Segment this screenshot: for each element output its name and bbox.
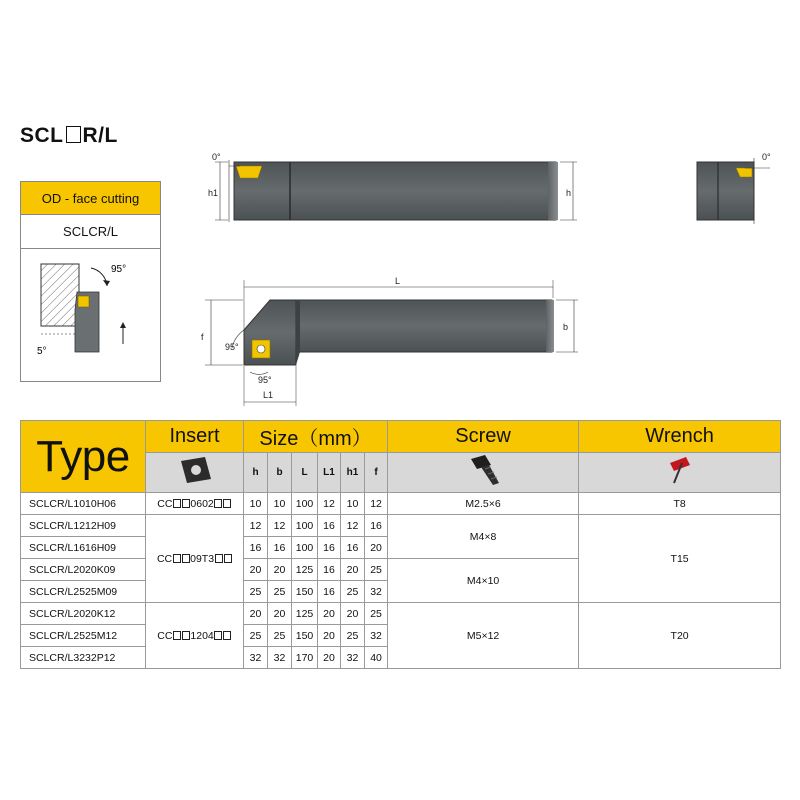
front-insert <box>236 166 262 178</box>
dim-value: 125 <box>292 559 318 581</box>
dim-L: L <box>395 276 401 286</box>
dim-f: f <box>201 332 204 342</box>
col-f: f <box>365 453 388 493</box>
insert-image-cell <box>146 453 244 493</box>
mini-insert <box>78 296 89 307</box>
dim-value: 32 <box>365 625 388 647</box>
dim-value: 25 <box>341 625 365 647</box>
dim-value: 16 <box>318 537 341 559</box>
insert-code-cell <box>146 515 244 603</box>
dim-angle-95-b: 95° <box>258 375 272 385</box>
end-view <box>697 152 771 224</box>
dim-h1: h1 <box>208 188 219 198</box>
spec-table <box>20 420 781 669</box>
dim-value: 150 <box>292 581 318 603</box>
dim-value: 100 <box>292 537 318 559</box>
dim-value: 12 <box>365 493 388 515</box>
dim-value: 25 <box>268 581 292 603</box>
col-L1: L1 <box>318 453 341 493</box>
dim-value: 32 <box>365 581 388 603</box>
dim-value: 12 <box>244 515 268 537</box>
dim-value: 16 <box>318 581 341 603</box>
dim-value: 100 <box>292 515 318 537</box>
dim-value: 125 <box>292 603 318 625</box>
dim-value: 12 <box>318 493 341 515</box>
size-header: Size（mm） <box>244 421 388 453</box>
dim-value: 10 <box>268 493 292 515</box>
dim-value: 32 <box>341 647 365 669</box>
dim-value: 20 <box>365 537 388 559</box>
workpiece-hatch <box>41 264 79 326</box>
dim-angle-95-a: 95° <box>225 342 239 352</box>
insert-code-cell <box>146 603 244 669</box>
dim-value: 20 <box>268 559 292 581</box>
table-row-model: SCLCR/L1616H09 <box>21 537 146 559</box>
dim-value: 25 <box>244 625 268 647</box>
dim-h: h <box>566 188 572 198</box>
card-angle-5: 5° <box>37 346 47 357</box>
dim-value: 16 <box>268 537 292 559</box>
dim-value: 25 <box>365 603 388 625</box>
cutting-mode-card <box>20 181 161 382</box>
dim-value: 20 <box>341 559 365 581</box>
card-angle-95: 95° <box>111 264 127 275</box>
insert-prefix: CC <box>157 497 173 510</box>
wrench-icon <box>660 453 700 487</box>
front-view <box>208 152 577 222</box>
top-view <box>201 276 578 406</box>
dim-value: 100 <box>292 493 318 515</box>
dim-value: 25 <box>244 581 268 603</box>
screw-icon <box>461 453 505 487</box>
dim-value: 16 <box>318 559 341 581</box>
wrench-value: T20 <box>579 603 781 669</box>
screw-header: Screw <box>388 421 579 453</box>
dim-angle-0-front: 0° <box>212 152 221 162</box>
dim-value: 25 <box>341 581 365 603</box>
dim-value: 40 <box>365 647 388 669</box>
dim-value: 10 <box>341 493 365 515</box>
dim-value: 32 <box>268 647 292 669</box>
col-L: L <box>292 453 318 493</box>
dim-value: 25 <box>365 559 388 581</box>
insert-code: 0602 <box>190 497 214 510</box>
wrench-value: T8 <box>579 493 781 515</box>
col-b: b <box>268 453 292 493</box>
insert-header: Insert <box>146 421 244 453</box>
table-row-model: SCLCR/L2020K12 <box>21 603 146 625</box>
insert-code: 09T3 <box>190 552 215 565</box>
screw-value: M2.5×6 <box>388 493 579 515</box>
type-header: Type <box>21 421 146 493</box>
screw-value: M4×10 <box>388 559 579 603</box>
insert-prefix: CC <box>156 552 173 565</box>
dim-value: 20 <box>244 603 268 625</box>
col-h1: h1 <box>341 453 365 493</box>
title-prefix: SCL <box>20 124 64 147</box>
table-row-model: SCLCR/L2525M09 <box>21 581 146 603</box>
dim-value: 170 <box>292 647 318 669</box>
dim-value: 20 <box>244 559 268 581</box>
dim-value: 150 <box>292 625 318 647</box>
insert-code: 1204 <box>190 629 214 642</box>
dim-value: 20 <box>341 603 365 625</box>
dim-value: 16 <box>244 537 268 559</box>
screw-value: M4×8 <box>388 515 579 559</box>
screw-value: M5×12 <box>388 603 579 669</box>
mode-code: SCLCR/L <box>21 215 160 249</box>
dim-L1: L1 <box>263 390 274 400</box>
mode-diagram <box>21 248 160 382</box>
dim-b: b <box>563 322 569 332</box>
title-suffix: R/L <box>82 124 118 147</box>
dim-value: 16 <box>365 515 388 537</box>
dim-value: 20 <box>318 647 341 669</box>
table-row-model: SCLCR/L1212H09 <box>21 515 146 537</box>
dim-value: 20 <box>318 625 341 647</box>
dim-value: 20 <box>318 603 341 625</box>
dim-value: 16 <box>318 515 341 537</box>
dim-value: 12 <box>268 515 292 537</box>
mode-label: OD - face cutting <box>21 182 160 215</box>
dim-value: 12 <box>341 515 365 537</box>
wrench-header: Wrench <box>579 421 781 453</box>
insert-code-cell <box>146 493 244 515</box>
dim-value: 20 <box>268 603 292 625</box>
dim-value: 32 <box>244 647 268 669</box>
table-row-model: SCLCR/L2525M12 <box>21 625 146 647</box>
dim-angle-0-end: 0° <box>762 152 771 162</box>
screw-image-cell <box>388 453 579 493</box>
table-row-model: SCLCR/L2020K09 <box>21 559 146 581</box>
insert-icon <box>175 453 215 487</box>
col-h: h <box>244 453 268 493</box>
dim-value: 16 <box>341 537 365 559</box>
dim-value: 10 <box>244 493 268 515</box>
table-row-model: SCLCR/L1010H06 <box>21 493 146 515</box>
dim-value: 25 <box>268 625 292 647</box>
insert-prefix: CC <box>157 629 173 642</box>
table-row-model: SCLCR/L3232P12 <box>21 647 146 669</box>
wrench-value: T15 <box>579 515 781 603</box>
wrench-image-cell <box>579 453 781 493</box>
